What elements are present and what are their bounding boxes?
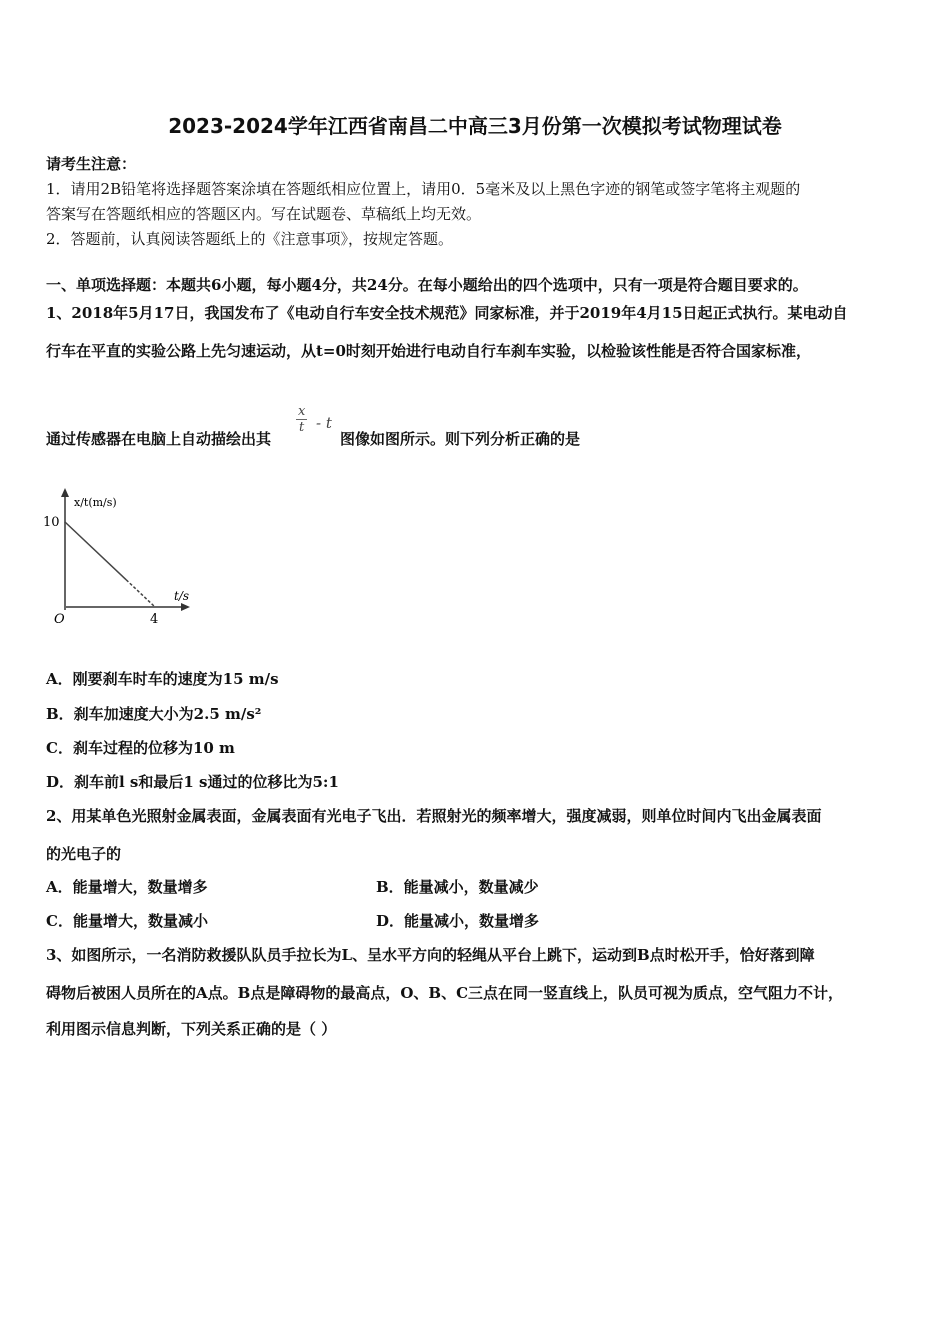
fraction-x-over-t: $\frac{x}{t}$	[298, 404, 306, 435]
data-line-solid	[65, 522, 126, 580]
option-c: C．能量增大，数量减小	[46, 912, 208, 930]
question-text: 2、用某单色光照射金属表面，金属表面有光电子飞出．若照射光的频率增大，强度减弱，则单位时间内飞出金属表面	[46, 807, 822, 825]
y-axis-arrow	[61, 488, 69, 497]
question-text: 3、如图所示，一名消防救援队队员手拉长为L、呈水平方向的轻绳从平台上跳下，运动到B点时松开手，恰好落到障	[46, 946, 815, 964]
option-a: A．刚要刹车时车的速度为15 m/s	[46, 670, 279, 688]
question-text: 碍物后被困人员所在的A点。B点是障碍物的最高点，O、B、C三点在同一竖直线上，队员可视为质点，空气阻力不计，	[46, 984, 844, 1002]
origin-label: O	[54, 612, 65, 627]
option-a: A．能量增大，数量增多	[46, 878, 208, 896]
question-text: 利用图示信息判断，下列关系正确的是（ ）	[46, 1020, 337, 1038]
option-c: C．刹车过程的位移为10 m	[46, 739, 235, 757]
notice-heading: 请考生注意：	[46, 155, 137, 173]
y-axis-label: x/t(m/s)	[74, 496, 117, 509]
option-b: B．能量减小，数量减少	[376, 878, 539, 896]
question-text: 的光电子的	[46, 845, 122, 863]
question-text: 图像如图所示。则下列分析正确的是	[340, 430, 581, 448]
option-d: D．能量减小，数量增多	[376, 912, 540, 930]
x-axis-label: t/s	[174, 589, 190, 603]
y-tick-label: 10	[43, 515, 60, 530]
notice-line: 2．答题前，认真阅读答题纸上的《注意事项》，按规定答题。	[46, 230, 454, 248]
option-d: D．刹车前l s和最后1 s通过的位移比为5:1	[46, 773, 339, 791]
xt-t-graph	[40, 480, 220, 630]
section-heading: 一、单项选择题：本题共6小题，每小题4分，共24分。在每小题给出的四个选项中，只有一项是符合题目要求的。	[46, 276, 808, 294]
fraction-suffix: - t	[316, 414, 332, 432]
question-text: 通过传感器在电脑上自动描绘出其	[46, 430, 272, 448]
notice-line: 答案写在答题纸相应的答题区内。写在试题卷、草稿纸上均无效。	[46, 205, 482, 223]
question-text: 1、2018年5月17日，我国发布了《电动自行车安全技术规范》同家标准，并于2019年4月15日起正式执行。某电动自	[46, 304, 848, 322]
question-text: 行车在平直的实验公路上先匀速运动，从t=0时刻开始进行电动自行车刹车实验，以检验该性能是否符合国家标准，	[46, 342, 811, 360]
x-tick-label: 4	[150, 612, 159, 627]
x-axis-arrow	[181, 603, 190, 611]
page-title: 2023-2024学年江西省南昌二中高三3月份第一次模拟考试物理试卷	[168, 114, 782, 138]
data-line-dashed	[126, 580, 155, 607]
notice-line: 1．请用2B铅笔将选择题答案涂填在答题纸相应位置上，请用0．5毫米及以上黑色字迹的钢笔或签字笔将主观题的	[46, 180, 801, 198]
option-b: B．刹车加速度大小为2.5 m/s²	[46, 705, 262, 723]
